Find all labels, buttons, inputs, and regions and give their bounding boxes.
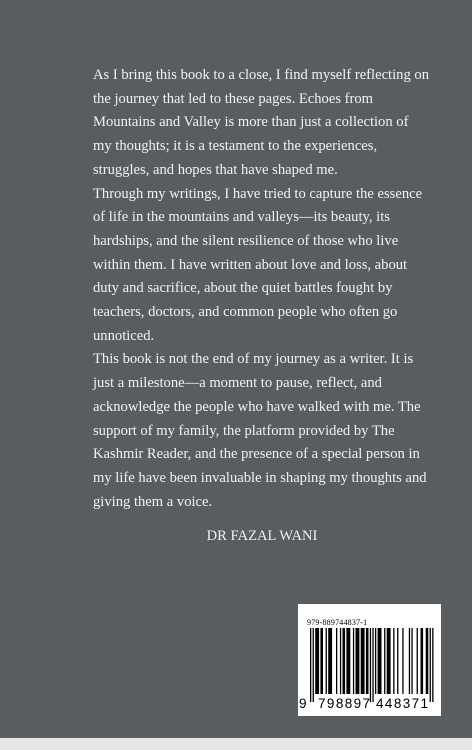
barcode-bar: [387, 628, 391, 694]
blurb-paragraph-3: This book is not the end of my journey as a writer. It is just a milestone—a moment to pause, reflect, and acknowledge the people who have walked with me. The support of my family, the platform provided by The Kashmir Reader, and the presence of a special person in my life have been invaluable in shaping my thoughts and giving them a voice.: [93, 351, 427, 510]
barcode-guard-bar: [310, 628, 311, 702]
barcode-guard-bar: [313, 628, 314, 702]
author-signature: DR FAZAL WANI: [206, 528, 318, 544]
barcode-bar: [375, 628, 376, 694]
barcode-bar: [343, 628, 346, 694]
barcode-digits: [298, 695, 441, 715]
barcode-guard-bar: [430, 628, 431, 702]
barcode-bar: [366, 628, 369, 694]
barcode-bar: [384, 628, 385, 694]
barcode-bar: [409, 628, 410, 694]
barcode-bar: [393, 628, 394, 694]
barcode-bar: [356, 628, 360, 694]
blurb-paragraph-2: Through my writings, I have tried to capture the essence of life in the mountains and valleys—its beauty, its hardships, and the silent resilience of those who live within them. I have written about love and loss, about duty and sacrifice, about the quiet battles fought by teachers, doctors, and common people who often go unnoticed.: [93, 185, 423, 344]
barcode-guard-bar: [372, 628, 373, 702]
barcode-bar: [326, 628, 327, 694]
barcode-bar: [417, 628, 418, 694]
barcode-lead-digit: 9: [299, 696, 307, 711]
barcode-bar: [361, 628, 365, 694]
barcode-left-digits: 798897: [318, 696, 372, 711]
barcode-bar: [328, 628, 332, 694]
blurb-paragraph-1: As I bring this book to a close, I find myself reflecting on the journey that led to these pages. Echoes from Mountains and Valley is more than just a collection of my thoughts; it is a testament to the experiences, struggles, and hopes that have shaped me.: [93, 67, 429, 178]
barcode-bar: [426, 628, 429, 694]
barcode-bar: [411, 628, 412, 694]
barcode-bar: [336, 628, 337, 694]
barcode-bar: [421, 628, 424, 694]
barcode-bar: [346, 628, 350, 694]
barcode-bar: [340, 628, 341, 694]
barcode-bar: [315, 628, 319, 694]
barcode-bar: [397, 628, 398, 694]
barcode-bar: [353, 628, 354, 694]
barcode-guard-bar: [432, 628, 433, 702]
isbn-barcode: [298, 604, 441, 716]
blurb-text: [93, 64, 429, 514]
page-bottom-strip: [0, 738, 472, 750]
barcode-bar: [320, 628, 323, 694]
isbn-label: 979-889744837-1: [307, 618, 368, 627]
barcode-bar: [378, 628, 382, 694]
barcode-right-digits: 448371: [376, 696, 430, 711]
barcode-bar: [402, 628, 403, 694]
barcode-guard-bar: [370, 628, 371, 702]
